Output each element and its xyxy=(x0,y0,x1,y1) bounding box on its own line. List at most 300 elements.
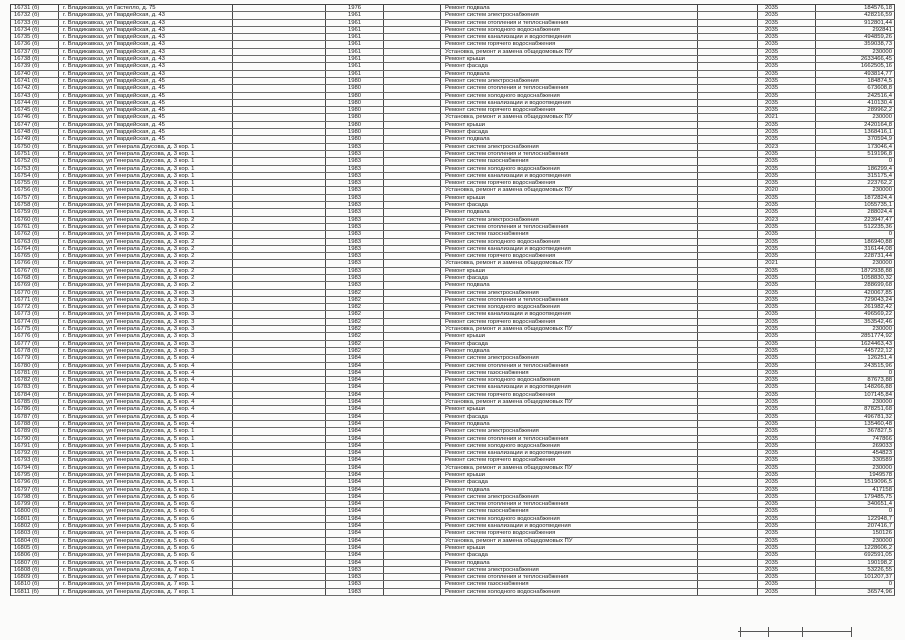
empty-cell xyxy=(384,341,441,347)
built-year-cell: 1983 xyxy=(326,268,384,274)
cost-cell: 367827,5 xyxy=(816,428,895,434)
empty-cell xyxy=(384,319,441,325)
empty-cell xyxy=(698,56,758,62)
work-type-cell: Ремонт систем канализации и водоотведения xyxy=(441,311,698,317)
row-number: 16796 (б) xyxy=(11,479,59,485)
work-type-cell: Ремонт систем отопления и теплоснабжения xyxy=(441,224,698,230)
row-number: 16790 (б) xyxy=(11,436,59,442)
plan-year-cell: 2035 xyxy=(758,290,816,296)
row-number: 16775 (б) xyxy=(11,326,59,332)
empty-cell xyxy=(698,501,758,507)
empty-cell xyxy=(384,100,441,106)
row-number: 16758 (б) xyxy=(11,202,59,208)
empty-cell xyxy=(698,282,758,288)
built-year-cell: 1961 xyxy=(326,56,384,62)
row-number: 16787 (б) xyxy=(11,414,59,420)
row-number: 16808 (б) xyxy=(11,567,59,573)
empty-cell xyxy=(698,538,758,544)
empty-cell xyxy=(233,63,326,69)
empty-cell xyxy=(384,370,441,376)
empty-cell xyxy=(384,538,441,544)
empty-cell xyxy=(233,231,326,237)
table-row xyxy=(11,479,895,486)
cost-cell: 512235,36 xyxy=(816,224,895,230)
empty-cell xyxy=(233,465,326,471)
address-cell: г. Владикавказ, ул Генерала Дзусова, д. 5 кор. 6 xyxy=(59,538,233,544)
empty-cell xyxy=(698,180,758,186)
built-year-cell: 1983 xyxy=(326,195,384,201)
plan-year-cell: 2035 xyxy=(758,333,816,339)
empty-cell xyxy=(233,399,326,405)
empty-cell xyxy=(233,136,326,142)
table-row xyxy=(11,129,895,136)
empty-cell xyxy=(233,516,326,522)
empty-cell xyxy=(698,560,758,566)
cost-cell: 496781,32 xyxy=(816,414,895,420)
address-cell: г. Владикавказ, ул Генерала Дзусова, д. 5 кор. 1 xyxy=(59,457,233,463)
plan-year-cell: 2035 xyxy=(758,122,816,128)
cost-cell: 912801,44 xyxy=(816,20,895,26)
built-year-cell: 1984 xyxy=(326,363,384,369)
work-type-cell: Ремонт крыши xyxy=(441,122,698,128)
row-number: 16744 (б) xyxy=(11,100,59,106)
empty-cell xyxy=(698,114,758,120)
empty-cell xyxy=(233,224,326,230)
work-type-cell: Ремонт систем электроснабжения xyxy=(441,494,698,500)
empty-cell xyxy=(233,180,326,186)
plan-year-cell: 2035 xyxy=(758,370,816,376)
empty-cell xyxy=(698,151,758,157)
empty-cell xyxy=(384,311,441,317)
plan-year-cell: 2035 xyxy=(758,297,816,303)
plan-year-cell: 2035 xyxy=(758,253,816,259)
built-year-cell: 1980 xyxy=(326,136,384,142)
cost-cell: 0 xyxy=(816,508,895,514)
cost-cell: 428216,59 xyxy=(816,12,895,18)
work-type-cell: Ремонт систем электроснабжения xyxy=(441,12,698,18)
built-year-cell: 1984 xyxy=(326,355,384,361)
work-type-cell: Установка, ремонт и замена общедомовых ПУ xyxy=(441,465,698,471)
built-year-cell: 1983 xyxy=(326,217,384,223)
empty-cell xyxy=(698,348,758,354)
cost-cell: 173046,4 xyxy=(816,144,895,150)
table-row xyxy=(11,355,895,362)
empty-cell xyxy=(233,589,326,595)
empty-cell xyxy=(698,574,758,580)
built-year-cell: 1983 xyxy=(326,180,384,186)
empty-cell xyxy=(384,85,441,91)
work-type-cell: Установка, ремонт и замена общедомовых ПУ xyxy=(441,399,698,405)
cost-cell: 269033 xyxy=(816,443,895,449)
row-number: 16751 (б) xyxy=(11,151,59,157)
empty-cell xyxy=(384,414,441,420)
cost-cell: 186299,4 xyxy=(816,166,895,172)
empty-cell xyxy=(233,93,326,99)
address-cell: г. Владикавказ, ул Генерала Дзусова, д. 5 кор. 1 xyxy=(59,479,233,485)
work-type-cell: Ремонт систем газоснабжения xyxy=(441,370,698,376)
empty-cell xyxy=(384,63,441,69)
cost-cell: 261982,42 xyxy=(816,304,895,310)
built-year-cell: 1984 xyxy=(326,406,384,412)
built-year-cell: 1984 xyxy=(326,523,384,529)
work-type-cell: Ремонт систем холодного водоснабжения xyxy=(441,516,698,522)
work-type-cell: Ремонт фасада xyxy=(441,552,698,558)
built-year-cell: 1983 xyxy=(326,589,384,595)
cost-cell: 53226,55 xyxy=(816,567,895,573)
address-cell: г. Владикавказ, ул Генерала Дзусова, д. 5 кор. 1 xyxy=(59,472,233,478)
row-number: 16800 (б) xyxy=(11,508,59,514)
built-year-cell: 1982 xyxy=(326,326,384,332)
cost-cell: 184576,18 xyxy=(816,5,895,11)
empty-cell xyxy=(233,363,326,369)
empty-cell xyxy=(384,479,441,485)
plan-year-cell: 2035 xyxy=(758,63,816,69)
cost-cell: 2420164,8 xyxy=(816,122,895,128)
built-year-cell: 1982 xyxy=(326,311,384,317)
built-year-cell: 1983 xyxy=(326,144,384,150)
plan-year-cell: 2035 xyxy=(758,27,816,33)
address-cell: г. Владикавказ, ул Гвардейская, д. 45 xyxy=(59,114,233,120)
cost-cell: 292841 xyxy=(816,27,895,33)
cost-cell: 410130,4 xyxy=(816,100,895,106)
row-number: 16745 (б) xyxy=(11,107,59,113)
built-year-cell: 1984 xyxy=(326,428,384,434)
empty-cell xyxy=(698,341,758,347)
table-row xyxy=(11,93,895,100)
built-year-cell: 1980 xyxy=(326,114,384,120)
empty-cell xyxy=(384,5,441,11)
plan-year-cell: 2035 xyxy=(758,472,816,478)
empty-cell xyxy=(233,209,326,215)
row-number: 16779 (б) xyxy=(11,355,59,361)
address-cell: г. Владикавказ, ул Генерала Дзусова, д. 5 кор. 6 xyxy=(59,552,233,558)
built-year-cell: 1980 xyxy=(326,78,384,84)
empty-cell xyxy=(698,63,758,69)
built-year-cell: 1961 xyxy=(326,12,384,18)
empty-cell xyxy=(233,122,326,128)
cost-cell: 135460,48 xyxy=(816,421,895,427)
address-cell: г. Владикавказ, ул Гвардейская, д. 45 xyxy=(59,107,233,113)
plan-year-cell: 2035 xyxy=(758,41,816,47)
address-cell: г. Владикавказ, ул Генерала Дзусова, д. 5 кор. 1 xyxy=(59,443,233,449)
empty-cell xyxy=(233,12,326,18)
cost-cell: 420067,85 xyxy=(816,290,895,296)
cost-cell: 126251,4 xyxy=(816,355,895,361)
cost-cell: 0 xyxy=(816,581,895,587)
plan-year-cell: 2035 xyxy=(758,129,816,135)
cost-cell: 150126 xyxy=(816,530,895,536)
plan-year-cell: 2035 xyxy=(758,311,816,317)
plan-year-cell: 2035 xyxy=(758,341,816,347)
work-type-cell: Ремонт фасада xyxy=(441,129,698,135)
table-row xyxy=(11,122,895,129)
empty-cell xyxy=(233,304,326,310)
table-row xyxy=(11,202,895,209)
built-year-cell: 1961 xyxy=(326,41,384,47)
empty-cell xyxy=(698,581,758,587)
table-row xyxy=(11,34,895,41)
address-cell: г. Владикавказ, ул Гвардейская, д. 45 xyxy=(59,122,233,128)
row-number: 16737 (б) xyxy=(11,49,59,55)
cost-cell: 370594,9 xyxy=(816,136,895,142)
empty-cell xyxy=(698,49,758,55)
address-cell: г. Владикавказ, ул Генерала Дзусова, д. 5 кор. 6 xyxy=(59,501,233,507)
address-cell: г. Владикавказ, ул Генерала Дзусова, д. 3 кор. 3 xyxy=(59,348,233,354)
empty-cell xyxy=(384,443,441,449)
row-number: 16789 (б) xyxy=(11,428,59,434)
cost-cell: 230000 xyxy=(816,538,895,544)
row-number: 16799 (б) xyxy=(11,501,59,507)
empty-cell xyxy=(233,129,326,135)
empty-cell xyxy=(384,436,441,442)
table-row xyxy=(11,421,895,428)
empty-cell xyxy=(384,12,441,18)
row-number: 16752 (б) xyxy=(11,158,59,164)
work-type-cell: Ремонт крыши xyxy=(441,406,698,412)
plan-year-cell: 2035 xyxy=(758,545,816,551)
plan-year-cell: 2035 xyxy=(758,151,816,157)
table-row xyxy=(11,589,895,596)
cost-cell: 359038,73 xyxy=(816,41,895,47)
empty-cell xyxy=(384,107,441,113)
address-cell: г. Владикавказ, ул Генерала Дзусова, д. 3 кор. 1 xyxy=(59,166,233,172)
table-row xyxy=(11,487,895,494)
empty-cell xyxy=(233,5,326,11)
plan-year-cell: 2035 xyxy=(758,465,816,471)
table-row xyxy=(11,406,895,413)
row-number: 16794 (б) xyxy=(11,465,59,471)
empty-cell xyxy=(233,151,326,157)
table-row xyxy=(11,41,895,48)
plan-year-cell: 2035 xyxy=(758,85,816,91)
built-year-cell: 1983 xyxy=(326,158,384,164)
table-row xyxy=(11,100,895,107)
cost-cell: 353542,46 xyxy=(816,319,895,325)
plan-year-cell: 2035 xyxy=(758,209,816,215)
empty-cell xyxy=(698,384,758,390)
address-cell: г. Владикавказ, ул Генерала Дзусова, д. 3 кор. 2 xyxy=(59,282,233,288)
work-type-cell: Ремонт подвала xyxy=(441,136,698,142)
empty-cell xyxy=(384,136,441,142)
address-cell: г. Владикавказ, ул Генерала Дзусова, д. 5 кор. 6 xyxy=(59,530,233,536)
table-row xyxy=(11,523,895,530)
empty-cell xyxy=(233,158,326,164)
empty-cell xyxy=(233,457,326,463)
plan-year-cell: 2035 xyxy=(758,552,816,558)
empty-cell xyxy=(698,100,758,106)
empty-cell xyxy=(233,523,326,529)
row-number: 16805 (б) xyxy=(11,545,59,551)
row-number: 16753 (б) xyxy=(11,166,59,172)
empty-cell xyxy=(233,71,326,77)
address-cell: г. Владикавказ, ул Генерала Дзусова, д. 3 кор. 3 xyxy=(59,290,233,296)
work-type-cell: Ремонт систем отопления и теплоснабжения xyxy=(441,151,698,157)
row-number: 16777 (б) xyxy=(11,341,59,347)
empty-cell xyxy=(384,290,441,296)
cost-cell: 223762,2 xyxy=(816,180,895,186)
address-cell: г. Владикавказ, ул Гвардейская, д. 43 xyxy=(59,71,233,77)
empty-cell xyxy=(233,341,326,347)
cost-cell: 228731,44 xyxy=(816,253,895,259)
plan-year-cell: 2035 xyxy=(758,231,816,237)
table-row xyxy=(11,363,895,370)
empty-cell xyxy=(233,166,326,172)
address-cell: г. Владикавказ, ул Гвардейская, д. 43 xyxy=(59,49,233,55)
work-type-cell: Ремонт фасада xyxy=(441,341,698,347)
cost-cell: 148266,88 xyxy=(816,384,895,390)
row-number: 16743 (б) xyxy=(11,93,59,99)
plan-year-cell: 2035 xyxy=(758,166,816,172)
empty-cell xyxy=(698,355,758,361)
built-year-cell: 1983 xyxy=(326,567,384,573)
empty-cell xyxy=(233,144,326,150)
address-cell: г. Владикавказ, ул Генерала Дзусова, д. 3 кор. 2 xyxy=(59,239,233,245)
plan-year-cell: 2035 xyxy=(758,581,816,587)
row-number: 16763 (б) xyxy=(11,239,59,245)
plan-year-cell: 2035 xyxy=(758,20,816,26)
row-number: 16761 (б) xyxy=(11,224,59,230)
work-type-cell: Ремонт систем канализации и водоотведения xyxy=(441,246,698,252)
empty-cell xyxy=(698,195,758,201)
empty-cell xyxy=(384,589,441,595)
address-cell: г. Владикавказ, ул Генерала Дзусова, д. 5 кор. 4 xyxy=(59,392,233,398)
built-year-cell: 1984 xyxy=(326,465,384,471)
cost-cell: 729043,24 xyxy=(816,297,895,303)
empty-cell xyxy=(384,239,441,245)
plan-year-cell: 2035 xyxy=(758,282,816,288)
empty-cell xyxy=(233,20,326,26)
cost-cell: 242516,4 xyxy=(816,93,895,99)
table-row xyxy=(11,567,895,574)
address-cell: г. Владикавказ, ул Генерала Дзусова, д. 3 кор. 3 xyxy=(59,333,233,339)
cost-cell: 747866 xyxy=(816,436,895,442)
empty-cell xyxy=(698,479,758,485)
empty-cell xyxy=(233,443,326,449)
table-row xyxy=(11,552,895,559)
row-number: 16735 (б) xyxy=(11,34,59,40)
empty-cell xyxy=(698,107,758,113)
plan-year-cell: 2035 xyxy=(758,348,816,354)
row-number: 16755 (б) xyxy=(11,180,59,186)
address-cell: г. Владикавказ, ул Генерала Дзусова, д. 3 кор. 2 xyxy=(59,268,233,274)
empty-cell xyxy=(384,187,441,193)
empty-cell xyxy=(384,399,441,405)
address-cell: г. Владикавказ, ул Генерала Дзусова, д. 7 кор. 1 xyxy=(59,589,233,595)
table-row xyxy=(11,12,895,19)
table-row xyxy=(11,187,895,194)
empty-cell xyxy=(384,202,441,208)
cost-cell: 330589 xyxy=(816,457,895,463)
table-row xyxy=(11,27,895,34)
work-type-cell: Ремонт систем электроснабжения xyxy=(441,567,698,573)
cost-cell: 454823 xyxy=(816,450,895,456)
work-type-cell: Ремонт систем отопления и теплоснабжения xyxy=(441,297,698,303)
work-type-cell: Ремонт систем канализации и водоотведения xyxy=(441,100,698,106)
row-number: 16760 (б) xyxy=(11,217,59,223)
built-year-cell: 1982 xyxy=(326,333,384,339)
row-number: 16762 (б) xyxy=(11,231,59,237)
empty-cell xyxy=(384,180,441,186)
table-row xyxy=(11,414,895,421)
table-row xyxy=(11,180,895,187)
table-row xyxy=(11,290,895,297)
row-number: 16748 (б) xyxy=(11,129,59,135)
work-type-cell: Ремонт систем электроснабжения xyxy=(441,217,698,223)
built-year-cell: 1984 xyxy=(326,494,384,500)
table-row xyxy=(11,436,895,443)
work-type-cell: Ремонт крыши xyxy=(441,268,698,274)
work-type-cell: Установка, ремонт и замена общедомовых ПУ xyxy=(441,538,698,544)
empty-cell xyxy=(384,392,441,398)
plan-year-cell: 2035 xyxy=(758,508,816,514)
address-cell: г. Владикавказ, ул Генерала Дзусова, д. 5 кор. 6 xyxy=(59,494,233,500)
empty-cell xyxy=(698,494,758,500)
work-type-cell: Ремонт систем канализации и водоотведения xyxy=(441,523,698,529)
address-cell: г. Владикавказ, ул Гвардейская, д. 43 xyxy=(59,20,233,26)
built-year-cell: 1984 xyxy=(326,457,384,463)
work-type-cell: Ремонт систем горячего водоснабжения xyxy=(441,41,698,47)
cost-cell: 493814,77 xyxy=(816,71,895,77)
built-year-cell: 1982 xyxy=(326,348,384,354)
work-type-cell: Ремонт фасада xyxy=(441,479,698,485)
table-row xyxy=(11,56,895,63)
empty-cell xyxy=(698,472,758,478)
work-type-cell: Ремонт подвала xyxy=(441,209,698,215)
empty-cell xyxy=(698,166,758,172)
work-type-cell: Ремонт систем канализации и водоотведения xyxy=(441,34,698,40)
work-type-cell: Ремонт систем электроснабжения xyxy=(441,144,698,150)
address-cell: г. Владикавказ, ул Гвардейская, д. 43 xyxy=(59,41,233,47)
cost-cell: 2851774,92 xyxy=(816,333,895,339)
row-number: 16739 (б) xyxy=(11,63,59,69)
work-type-cell: Ремонт систем горячего водоснабжения xyxy=(441,107,698,113)
plan-year-cell: 2035 xyxy=(758,501,816,507)
empty-cell xyxy=(233,552,326,558)
empty-cell xyxy=(384,545,441,551)
built-year-cell: 1982 xyxy=(326,341,384,347)
built-year-cell: 1983 xyxy=(326,209,384,215)
address-cell: г. Владикавказ, ул Генерала Дзусова, д. 3 кор. 2 xyxy=(59,224,233,230)
empty-cell xyxy=(384,355,441,361)
empty-cell xyxy=(233,85,326,91)
empty-cell xyxy=(384,428,441,434)
row-number: 16767 (б) xyxy=(11,268,59,274)
built-year-cell: 1984 xyxy=(326,384,384,390)
table-row xyxy=(11,443,895,450)
built-year-cell: 1982 xyxy=(326,319,384,325)
built-year-cell: 1984 xyxy=(326,392,384,398)
empty-cell xyxy=(384,253,441,259)
plan-year-cell: 2035 xyxy=(758,406,816,412)
address-cell: г. Владикавказ, ул Генерала Дзусова, д. 7 кор. 1 xyxy=(59,574,233,580)
empty-cell xyxy=(384,144,441,150)
built-year-cell: 1983 xyxy=(326,151,384,157)
empty-cell xyxy=(233,377,326,383)
fragment-tick xyxy=(768,627,769,637)
row-number: 16797 (б) xyxy=(11,487,59,493)
row-number: 16734 (б) xyxy=(11,27,59,33)
built-year-cell: 1983 xyxy=(326,260,384,266)
cost-cell: 1055735,1 xyxy=(816,202,895,208)
empty-cell xyxy=(384,151,441,157)
empty-cell xyxy=(698,187,758,193)
plan-year-cell: 2035 xyxy=(758,275,816,281)
empty-cell xyxy=(698,333,758,339)
plan-year-cell: 2035 xyxy=(758,392,816,398)
address-cell: г. Владикавказ, ул Гвардейская, д. 45 xyxy=(59,93,233,99)
address-cell: г. Владикавказ, ул Генерала Дзусова, д. 3 кор. 2 xyxy=(59,275,233,281)
work-type-cell: Ремонт подвала xyxy=(441,282,698,288)
